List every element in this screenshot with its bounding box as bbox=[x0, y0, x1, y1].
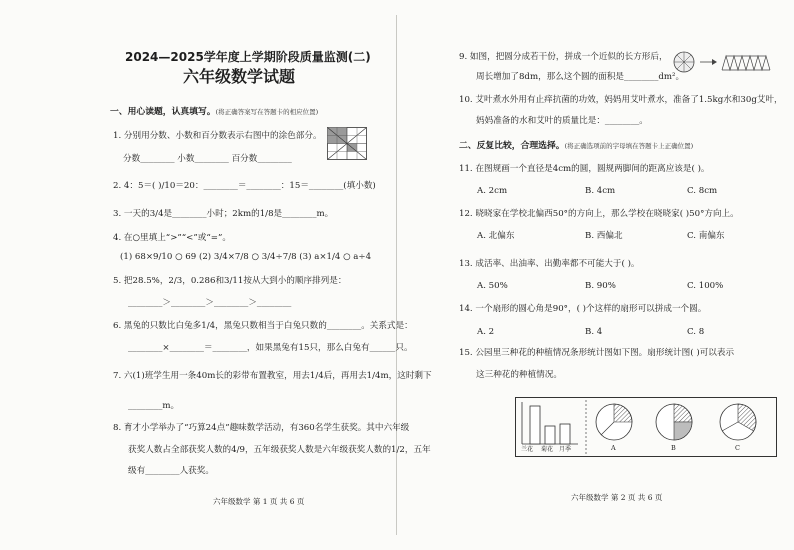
question-8-line2: 获奖人数占全部获奖人数的4/9，五年级获奖人数是六年级获奖人数的1/2，五年 bbox=[128, 445, 431, 455]
question-13-option-a[interactable]: A. 50% bbox=[477, 281, 508, 291]
question-15: 15. 公园里三种花的种植情况条形统计图如下图。扇形统计图( )可以表示 bbox=[459, 348, 735, 358]
bar-label-juhua: 菊花 bbox=[541, 446, 554, 453]
question-13-option-b[interactable]: B. 90% bbox=[585, 281, 616, 291]
question-3[interactable]: 3. 一天的3/4是________小时；2km的1/8是________m。 bbox=[113, 209, 334, 219]
pie-label-b: B bbox=[671, 444, 676, 452]
question-2[interactable]: 2. 4：5＝( )/10＝20：________＝________：15＝________(填小数) bbox=[113, 181, 376, 191]
bar-label-yueji: 月季 bbox=[559, 446, 572, 453]
question-8: 8. 育才小学举办了“巧算24点”趣味数学活动，有360名学生获奖。其中六年级 bbox=[113, 423, 410, 433]
question-9: 9. 如图，把圆分成若干份，拼成一个近似的长方形后， bbox=[459, 52, 668, 62]
question-5-blanks[interactable]: ________＞________＞________＞________ bbox=[128, 298, 292, 308]
question-8-blank[interactable]: 级有________人获奖。 bbox=[128, 466, 214, 476]
section-1-header: 一、用心读题，认真填写。(将正确答案写在答题卡的相应位置) bbox=[110, 107, 319, 117]
question-11-option-a[interactable]: A. 2cm bbox=[477, 186, 508, 196]
pie-label-a: A bbox=[611, 444, 616, 452]
question-6[interactable]: 6. 黑兔的只数比白兔多1/4，黑兔只数相当于白兔只数的________。关系式是： bbox=[113, 321, 413, 331]
section-2-header: 二、反复比较，合理选择。(将正确选项前的字母填在答题卡上正确位置) bbox=[459, 141, 694, 151]
question-1-blanks[interactable]: 分数________ 小数________ 百分数________ bbox=[123, 154, 292, 164]
question-11-option-b[interactable]: B. 4cm bbox=[585, 186, 616, 196]
question-4: 4. 在○里填上“>”“<”或“=”。 bbox=[113, 233, 231, 243]
page-2-footer: 六年级数学 第 2 页 共 6 页 bbox=[571, 493, 663, 502]
question-15-line2: 这三种花的种植情况。 bbox=[476, 370, 562, 380]
question-7: 7. 六(1)班学生用一条40m长的彩带布置教室，用去1/4后，再用去1/4m，这时剩下 bbox=[113, 371, 432, 381]
question-14-option-a[interactable]: A. 2 bbox=[477, 327, 495, 337]
question-10: 10. 艾叶煮水外用有止痒抗菌的功效，妈妈用艾叶煮水，准备了1.5kg水和30g艾叶， bbox=[459, 95, 783, 105]
question-10-blank[interactable]: 妈妈准备的水和艾叶的质量比是：________。 bbox=[476, 116, 648, 126]
bar-yueji bbox=[560, 424, 570, 444]
bar-lanhua bbox=[530, 406, 540, 444]
circle-to-rectangle-figure bbox=[672, 50, 782, 74]
question-14-option-b[interactable]: B. 4 bbox=[585, 327, 603, 337]
question-11: 11. 在图规画一个直径是4cm的圆，圆规两脚间的距离应该是( )。 bbox=[459, 164, 710, 174]
pie-label-c: C bbox=[735, 444, 740, 452]
exam-title: 2024—2025学年度上学期阶段质量监测(二) bbox=[125, 50, 371, 64]
question-9-blank[interactable]: 周长增加了8dm，那么这个圆的面积是________dm²。 bbox=[476, 72, 685, 82]
bar-juhua bbox=[545, 426, 555, 444]
bar-label-lanhua: 兰花 bbox=[521, 446, 534, 453]
question-5: 5. 把28.5%，2/3，0.286和3/11按从大到小的顺序排列是： bbox=[113, 276, 347, 286]
flower-chart-figure bbox=[515, 397, 777, 457]
question-13-option-c[interactable]: C. 100% bbox=[687, 281, 724, 291]
question-1: 1. 分别用分数、小数和百分数表示右图中的涂色部分。 bbox=[113, 131, 322, 141]
question-12-option-c[interactable]: C. 南偏东 bbox=[687, 231, 725, 241]
question-14: 14. 一个扇形的圆心角是90°，( )个这样的扇形可以拼成一个圆。 bbox=[459, 304, 707, 314]
shaded-grid-figure bbox=[327, 127, 367, 160]
question-12-option-b[interactable]: B. 西偏北 bbox=[585, 231, 623, 241]
question-14-option-c[interactable]: C. 8 bbox=[687, 327, 705, 337]
exam-subtitle: 六年级数学试题 bbox=[183, 67, 296, 86]
question-12-option-a[interactable]: A. 北偏东 bbox=[477, 231, 515, 241]
question-4-items[interactable]: (1) 68×9/10 ○ 69 (2) 3/4×7/8 ○ 3/4÷7/8 (3) a×1/4 ○ a÷4 bbox=[120, 252, 372, 262]
page-2 bbox=[397, 0, 794, 550]
page-1-footer: 六年级数学 第 1 页 共 6 页 bbox=[213, 497, 305, 506]
question-6-relation[interactable]: ________×________＝________，如果黑兔有15只，那么白兔有______只。 bbox=[128, 343, 413, 353]
question-13: 13. 成活率、出油率、出勤率都不可能大于( )。 bbox=[459, 259, 640, 269]
question-7-blank[interactable]: ________m。 bbox=[128, 401, 180, 411]
question-11-option-c[interactable]: C. 8cm bbox=[687, 186, 718, 196]
question-12: 12. 晓晓家在学校北偏西50°的方向上，那么学校在晓晓家( )50°方向上。 bbox=[459, 209, 739, 219]
